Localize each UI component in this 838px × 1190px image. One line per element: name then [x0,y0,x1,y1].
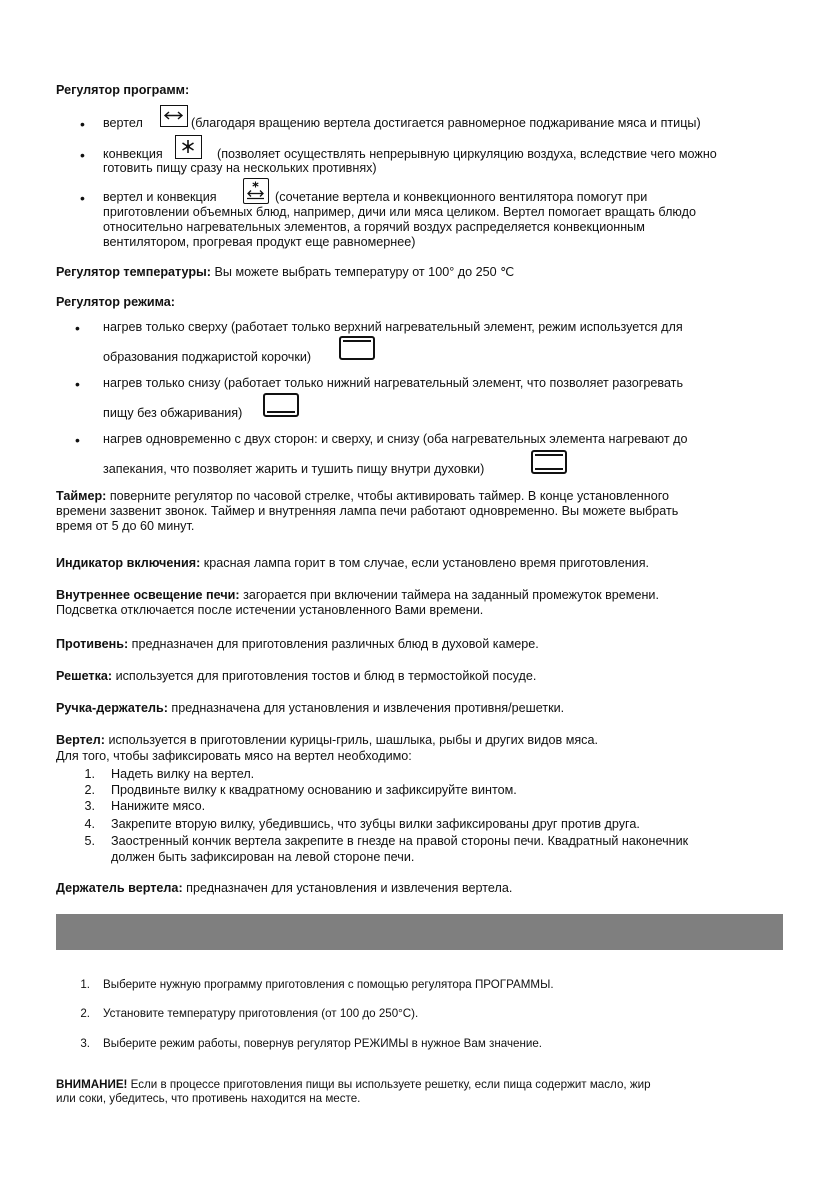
spit-step-text: Закрепите вторую вилку, убедившись, что зубцы вилки зафиксированы друг против друга. [111,817,640,831]
top-bottom-heat-icon [531,450,567,474]
light-line1 [56,588,659,603]
bullet-icon: • [75,376,80,392]
warning-label: ВНИМАНИЕ! [56,1078,128,1091]
usage-step-number: 2. [80,1007,90,1020]
indicator-label: Индикатор включения: [56,556,201,570]
mode-bottom-line1: нагрев только снизу (работает только нижний нагревательный элемент, что позволяет разогревать [103,376,684,390]
spit-step-number: 5. [84,834,95,848]
handle-label: Ручка-держатель: [56,701,168,715]
program-combo-desc-4: вентилятором, прогревая продукт еще равномернее) [103,235,416,249]
bullet-icon: • [75,320,80,336]
spit-step-text: должен быть зафиксирован на левой стороне печи. [111,850,415,864]
spit-label: Вертел: [56,733,105,747]
bullet-icon: • [80,147,85,163]
bullet-icon: • [80,116,85,132]
tray-paragraph [56,637,539,652]
indicator-text: красная лампа горит в том случае, если установлено время приготовления. [200,556,650,570]
spit-step-number: 3. [84,799,95,813]
program-convection-label: конвекция [103,147,163,161]
tray-text: предназначен для приготовления различных блюд в духовой камере. [128,637,539,651]
light-label: Внутреннее освещение печи: [56,588,240,602]
usage-step-text: Выберите нужную программу приготовления с помощью регулятора ПРОГРАММЫ. [103,978,554,991]
spit-step-number: 1. [84,767,95,781]
mode-bottom-line2: пищу без обжаривания) [103,406,243,420]
mode-both-line1: нагрев одновременно с двух сторон: и сверху, и снизу (оба нагревательных элемента нагревают до [103,432,688,446]
warning-line1 [56,1077,651,1092]
rack-label: Решетка: [56,669,113,683]
top-heat-icon [339,336,375,360]
tray-label: Противень: [56,637,129,651]
usage-step-number: 3. [80,1037,90,1050]
timer-line1 [56,489,669,504]
handle-text: предназначена для установления и извлечения противня/решетки. [167,701,565,715]
mode-top-line1: нагрев только сверху (работает только верхний нагревательный элемент, режим используется для [103,320,683,334]
temperature-text: Вы можете выбрать температуру от 100° до 250 ℃ [211,265,515,279]
spit-step-text: Заостренный кончик вертела закрепите в гнезде на правой стороны печи. Квадратный наконечник [111,834,689,848]
temperature-paragraph [56,265,514,280]
program-rotisserie-desc: (благодаря вращению вертела достигается равномерное поджаривание мяса и птицы) [191,116,701,130]
spit-intro: Для того, чтобы зафиксировать мясо на вертел необходимо: [56,749,412,763]
rotisserie-convection-icon [243,178,269,204]
programs-heading: Регулятор программ: [56,83,190,97]
spit-holder-paragraph [56,881,512,896]
spit-holder-text: предназначен для установления и извлечения вертела. [182,881,513,895]
bullet-icon: • [75,432,80,448]
timer-label: Таймер: [56,489,107,503]
program-convection-desc-2: готовить пищу сразу на нескольких противнях) [103,161,377,175]
spit-step-text: Продвиньте вилку к квадратному основанию и зафиксируйте винтом. [111,783,517,797]
spit-paragraph [56,733,598,748]
modes-heading: Регулятор режима: [56,295,175,309]
spit-step-number: 4. [84,817,95,831]
spit-step-number: 2. [84,783,95,797]
handle-paragraph [56,701,564,716]
mode-both-line2: запекания, что позволяет жарить и тушить пищу внутри духовки) [103,462,485,476]
program-combo-desc-2: приготовлении объемных блюд, например, дичи или мяса целиком. Вертел помогает вращать блюдо [103,205,696,219]
usage-step-number: 1. [80,978,90,991]
timer-text-1: поверните регулятор по часовой стрелке, чтобы активировать таймер. В конце установленного [106,489,670,503]
program-combo-desc-1: (сочетание вертела и конвекционного вентилятора помогут при [275,190,648,204]
usage-step-text: Выберите режим работы, повернув регулятор РЕЖИМЫ в нужное Вам значение. [103,1037,542,1050]
rack-paragraph [56,669,536,684]
spit-step-text: Надеть вилку на вертел. [111,767,255,781]
spit-step-text: Нанижите мясо. [111,799,206,813]
warning-text-1: Если в процессе приготовления пищи вы используете решетку, если пища содержит масло, жир [127,1078,651,1091]
warning-line2: или соки, убедитесь, что противень находится на месте. [56,1092,361,1105]
light-text-1: загорается при включении таймера на заданный промежуток времени. [239,588,659,602]
mode-top-line2: образования поджаристой корочки) [103,350,312,364]
spit-text: используется в приготовлении курицы-гриль, шашлыка, рыбы и других видов мяса. [105,733,598,747]
bottom-heat-icon [263,393,299,417]
timer-line2: времени зазвенит звонок. Таймер и внутренняя лампа печи работают одновременно. Вы можете выбрать [56,504,679,518]
indicator-paragraph [56,556,649,571]
rotisserie-icon [160,105,188,127]
convection-fan-icon [175,135,202,159]
program-rotisserie-label: вертел [103,116,143,130]
spit-holder-label: Держатель вертела: [56,881,183,895]
rack-text: используется для приготовления тостов и блюд в термостойкой посуде. [112,669,537,683]
light-line2: Подсветка отключается после истечении установленного Вами времени. [56,603,484,617]
program-combo-label: вертел и конвекция [103,190,217,204]
temperature-label: Регулятор температуры: [56,265,211,279]
timer-line3: время от 5 до 60 минут. [56,519,195,533]
usage-step-text: Установите температуру приготовления (от 100 до 250°С). [103,1007,419,1020]
program-combo-desc-3: относительно нагревательных элементов, а горячий воздух распределяется конвекционным [103,220,645,234]
section-header-band [56,914,783,950]
bullet-icon: • [80,190,85,206]
program-convection-desc-1: (позволяет осуществлять непрерывную циркуляцию воздуха, вследствие чего можно [217,147,717,161]
